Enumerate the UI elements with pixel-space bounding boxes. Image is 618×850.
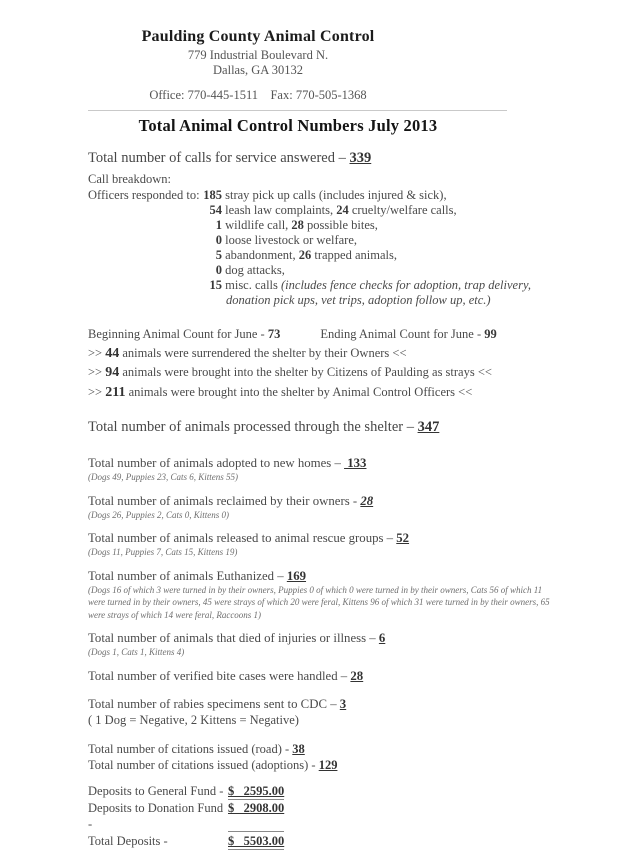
- stat-detail: (Dogs 1, Cats 1, Kittens 4): [88, 647, 185, 657]
- animal-counts: [88, 325, 558, 402]
- deposit-label: Deposits to Donation Fund -: [88, 801, 224, 831]
- stat-main: Total number of animals Euthanized – 169: [88, 568, 307, 583]
- call-line: 1 wildlife call, 28 possible bites,: [215, 218, 378, 232]
- stat-bite-cases: [88, 669, 558, 684]
- call-line: 0 loose livestock or welfare,: [215, 233, 358, 247]
- stat-main: Total number of animals reclaimed by their owners - 28: [88, 493, 374, 508]
- citizen-strays-line: >> 94 animals were brought into the shelter by Citizens of Paulding as strays <<: [88, 365, 492, 380]
- stat-main: Total number of animals that died of injuries or illness – 6: [88, 631, 386, 645]
- address-line-1: 779 Industrial Boulevard N.: [187, 48, 329, 62]
- deposit-label: Total Deposits -: [88, 833, 168, 848]
- call-line: 0 dog attacks,: [215, 263, 285, 277]
- deposits: [88, 783, 558, 850]
- stat-adopted: [88, 456, 558, 484]
- call-line: 185 stray pick up calls (includes injured & sick),: [203, 188, 447, 202]
- contact-line: Office: 770-445-1511 Fax: 770-505-1368: [149, 88, 367, 102]
- call-line: 54 leash law complaints, 24 cruelty/welfare calls,: [209, 203, 457, 217]
- call-breakdown: [88, 188, 558, 308]
- deposit-row-donation: [88, 800, 558, 832]
- calls-heading: Total number of calls for service answered – 339: [88, 150, 372, 166]
- deposit-amount: $ 2595.00: [228, 783, 285, 798]
- stat-main: Total number of rabies specimens sent to CDC – 3: [88, 696, 347, 711]
- deposit-amount: $ 5503.00: [228, 833, 285, 848]
- surrendered-line: >> 44 animals were surrendered the shelter by their Owners <<: [88, 345, 407, 361]
- begin-end-counts: Beginning Animal Count for June - 73 Ending Animal Count for June - 99: [88, 327, 497, 341]
- citations-road-line: Total number of citations issued (road) - 38: [88, 741, 305, 756]
- call-breakdown-lines: [203, 188, 558, 308]
- deposit-row-total: [88, 833, 558, 850]
- stat-main: Total number of verified bite cases were handled – 28: [88, 668, 364, 683]
- processed-heading: Total number of animals processed through the shelter – 347: [88, 419, 440, 435]
- citations-adoptions-line: Total number of citations issued (adoptions) - 129: [88, 757, 338, 772]
- stat-main: Total number of animals adopted to new homes – 133: [88, 456, 367, 470]
- stat-detail: (Dogs 11, Puppies 7, Cats 15, Kittens 19): [88, 547, 238, 557]
- deposit-amount: $ 2908.00: [228, 800, 284, 832]
- stat-died: [88, 631, 558, 659]
- deposit-row-general: [88, 783, 558, 800]
- stat-euthanized: [88, 569, 558, 622]
- stat-main: Total number of animals released to animal rescue groups – 52: [88, 531, 410, 545]
- stat-reclaimed: [88, 494, 558, 522]
- address-line-2: Dallas, GA 30132: [213, 63, 303, 77]
- stat-detail: (Dogs 49, Puppies 23, Cats 6, Kittens 55): [88, 472, 238, 482]
- stat-note: ( 1 Dog = Negative, 2 Kittens = Negative): [88, 712, 299, 727]
- call-breakdown-label: Call breakdown:: [88, 172, 171, 186]
- call-line: 15 misc. calls (includes fence checks for adoption, trap delivery,: [209, 278, 531, 292]
- call-line: 5 abandonment, 26 trapped animals,: [215, 248, 397, 262]
- responded-label: Officers responded to:: [88, 188, 200, 202]
- stat-detail: (Dogs 26, Puppies 2, Cats 0, Kittens 0): [88, 509, 229, 520]
- deposit-label: Deposits to General Fund -: [88, 783, 224, 798]
- divider-line: [88, 110, 507, 111]
- document-title: Total Animal Control Numbers July 2013: [138, 116, 438, 135]
- call-line: donation pick ups, vet trips, adoption follow up, etc.): [226, 293, 491, 307]
- org-name: Paulding County Animal Control: [141, 28, 375, 45]
- stat-rabies: [88, 697, 558, 728]
- officer-intake-line: >> 211 animals were brought into the shelter by Animal Control Officers <<: [88, 384, 473, 400]
- shelter-stats: [88, 456, 558, 728]
- citations: [88, 741, 558, 773]
- stat-detail: (Dogs 16 of which 3 were turned in by their owners, Puppies 0 of which 0 were turned in by their owners, Cats 56 of which 11 were turned in by their owners, 45 were strays of which 20 were feral, Kittens 96 of which 31 were turned in by their owners, 65 were strays of which 14 were feral, Raccoons 1): [88, 584, 550, 620]
- letterhead: [88, 28, 428, 103]
- stat-rescue-groups: [88, 531, 558, 559]
